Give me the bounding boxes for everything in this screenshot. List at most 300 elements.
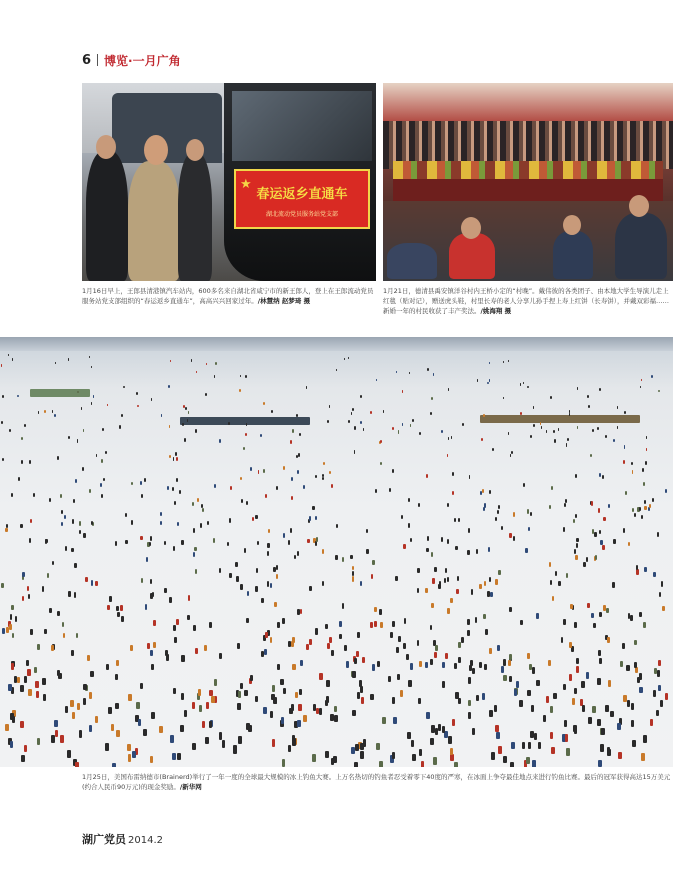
ice-fisher	[430, 625, 433, 631]
ice-fisher	[233, 745, 237, 752]
ice-fisher	[628, 542, 630, 547]
ice-fisher	[570, 604, 573, 609]
ice-fisher	[592, 706, 595, 713]
ice-fisher	[445, 568, 448, 573]
ice-fisher	[11, 493, 13, 497]
ice-fisher	[454, 663, 457, 669]
ice-fisher	[214, 679, 217, 685]
ice-fisher	[265, 494, 267, 498]
ice-fisher	[181, 693, 184, 700]
ice-fisher	[593, 623, 596, 629]
ice-fisher	[528, 742, 532, 749]
ice-fisher	[625, 491, 627, 495]
ice-fisher	[236, 576, 239, 581]
ice-fisher	[116, 730, 120, 737]
ice-fisher	[549, 562, 551, 567]
ice-fisher	[246, 423, 248, 426]
ice-fisher	[525, 548, 527, 553]
ice-fisher	[447, 454, 449, 458]
ice-fisher	[434, 567, 436, 572]
ice-fisher	[530, 435, 532, 438]
ice-fisher	[298, 453, 300, 457]
ice-fisher	[322, 549, 324, 554]
ice-fisher	[30, 519, 32, 523]
ice-fisher	[64, 515, 66, 519]
ice-fisher	[564, 503, 566, 507]
ice-fisher	[299, 433, 301, 436]
ice-fisher	[592, 529, 594, 534]
ice-fisher	[435, 645, 438, 651]
ice-fisher	[55, 362, 56, 364]
ice-fisher	[392, 469, 394, 473]
ice-fisher	[300, 609, 303, 615]
ice-fisher	[375, 489, 377, 493]
ice-fisher	[573, 519, 575, 523]
food-offerings	[393, 161, 663, 179]
ice-fisher	[73, 499, 75, 503]
ice-fisher	[468, 712, 471, 719]
ice-fisher	[159, 726, 163, 733]
ice-fisher	[79, 521, 81, 525]
sign-title: 春运返乡直通车	[256, 187, 348, 202]
ice-fisher	[192, 502, 194, 506]
ice-fisher	[498, 505, 500, 509]
ice-fisher	[255, 515, 257, 519]
ice-fisher	[582, 705, 585, 712]
ice-fisher	[141, 578, 144, 583]
ice-fisher	[116, 660, 119, 666]
ice-fisher	[33, 493, 35, 497]
ice-fisher	[169, 425, 171, 428]
ice-fisher	[49, 498, 51, 502]
ice-fisher	[335, 555, 337, 560]
caption-photo1-text: 1月16日早上，王郎县清港镇汽车站内，600多名来自湖北省咸宁市的新王郎人，登上在王郎流动党员服务站党支部组织的“春运返乡直通车”，高高兴兴回家过年。	[82, 287, 374, 305]
ice-fisher	[527, 690, 530, 697]
ice-fisher	[106, 664, 109, 670]
ice-fisher	[430, 412, 431, 415]
ice-fisher	[379, 761, 383, 767]
ice-fisher	[15, 616, 18, 622]
ice-fisher	[20, 524, 22, 528]
ice-fisher	[322, 477, 324, 481]
ice-fisher	[471, 589, 474, 594]
ice-fisher	[144, 478, 146, 482]
ice-fisher	[520, 412, 521, 415]
ice-fisher	[374, 607, 377, 613]
ice-fisher	[543, 715, 546, 722]
ice-fisher	[477, 379, 478, 382]
ice-fisher	[370, 694, 373, 701]
caption-photo2-credit: /姚海翔 摄	[480, 307, 512, 315]
ice-fisher	[533, 424, 535, 427]
ice-fisher	[346, 661, 349, 667]
ice-fisher	[150, 579, 153, 584]
ice-fisher	[523, 483, 525, 487]
ice-fisher	[372, 560, 374, 565]
ice-fisher	[5, 724, 9, 731]
ice-fisher	[52, 410, 53, 413]
ice-fisher	[653, 572, 656, 577]
ice-fisher	[550, 732, 554, 739]
ice-fisher	[511, 451, 513, 454]
ice-fisher	[598, 508, 600, 512]
ice-fisher	[14, 676, 17, 682]
ice-fisher	[419, 749, 423, 756]
ice-fisher	[467, 630, 470, 636]
ice-fisher	[271, 410, 272, 413]
ice-fisher	[462, 423, 464, 426]
ice-fisher	[115, 703, 118, 710]
ice-fisher	[150, 650, 153, 656]
ice-fisher	[554, 439, 556, 442]
ice-fisher	[408, 523, 410, 527]
ice-fisher	[260, 434, 262, 437]
ice-fisher	[565, 499, 567, 503]
ice-fisher	[12, 358, 13, 360]
ice-fisher	[140, 481, 142, 485]
ice-fisher	[355, 744, 359, 751]
ice-fisher	[192, 702, 195, 709]
page-footer	[82, 831, 163, 847]
ice-fisher	[200, 523, 202, 527]
ice-fisher	[147, 643, 150, 649]
ice-fisher	[551, 747, 555, 754]
ice-fisher	[230, 486, 232, 490]
ice-fisher	[246, 723, 250, 730]
ice-fisher	[441, 430, 443, 433]
ice-fisher	[366, 549, 368, 554]
ice-fisher	[170, 360, 171, 362]
ice-fisher	[594, 532, 596, 537]
ice-fisher	[503, 397, 504, 400]
ice-fisher	[172, 753, 176, 760]
ice-fisher	[77, 703, 80, 710]
ice-fisher	[331, 484, 333, 488]
ice-fisher	[646, 436, 648, 439]
ice-fisher	[418, 503, 420, 507]
ice-fisher	[641, 515, 643, 519]
ice-fisher	[140, 536, 142, 541]
ice-fisher	[193, 528, 195, 532]
ice-fisher	[116, 606, 119, 612]
ice-fisher	[563, 619, 566, 625]
ice-fisher	[255, 586, 258, 591]
ice-fisher	[89, 356, 90, 358]
ice-fisher	[245, 375, 246, 377]
ice-fisher	[650, 719, 653, 726]
ice-fisher	[350, 555, 352, 560]
ice-fisher	[421, 761, 425, 767]
ice-fisher	[235, 562, 237, 567]
ice-fisher	[205, 393, 206, 396]
ice-fisher	[605, 705, 608, 712]
ice-fisher	[20, 721, 23, 728]
ice-fisher	[483, 414, 485, 417]
ice-fisher	[91, 580, 94, 585]
ice-fisher	[613, 439, 615, 442]
ice-fisher	[176, 619, 179, 625]
ice-fisher	[419, 661, 422, 667]
child-right	[615, 213, 667, 279]
page-header	[82, 50, 181, 70]
ice-fisher	[597, 719, 600, 726]
ice-fisher	[490, 592, 493, 597]
ice-fisher	[207, 521, 209, 525]
ice-fisher	[75, 479, 77, 483]
red-table	[393, 179, 663, 201]
ice-fisher	[372, 664, 375, 670]
ice-fisher	[360, 686, 363, 693]
ice-fisher	[120, 605, 123, 610]
ice-fisher	[636, 569, 639, 574]
ice-fisher	[297, 551, 299, 556]
ice-fisher	[608, 680, 611, 686]
ice-fisher	[371, 574, 374, 579]
caption-photo2	[383, 286, 673, 316]
ice-fisher	[510, 762, 514, 767]
ice-fisher	[261, 598, 264, 603]
ice-fisher	[645, 461, 647, 465]
ice-fisher	[360, 743, 364, 750]
ice-fisher	[119, 425, 121, 428]
ice-fisher	[179, 490, 181, 494]
caption-photo1	[82, 286, 376, 306]
ice-fisher	[12, 716, 15, 723]
ice-fisher	[602, 545, 604, 550]
ice-fisher	[298, 704, 301, 711]
ice-fisher	[403, 643, 406, 649]
ice-fisher	[370, 622, 373, 628]
ice-fisher	[51, 645, 54, 651]
ice-fisher	[65, 706, 68, 713]
ice-fisher	[5, 528, 7, 532]
ice-fisher	[553, 430, 555, 433]
ice-fisher	[552, 596, 555, 601]
ice-fisher	[10, 741, 14, 748]
ice-fisher	[153, 642, 156, 648]
ice-fisher	[351, 747, 355, 754]
ice-fisher	[197, 498, 199, 502]
ice-fisher	[81, 407, 82, 410]
ice-fisher	[240, 477, 242, 481]
ice-fisher	[483, 614, 486, 620]
ice-fisher	[303, 715, 306, 722]
ice-fisher	[354, 658, 357, 664]
ice-fisher	[161, 414, 162, 417]
ice-fisher	[558, 581, 561, 586]
ice-fisher	[575, 474, 577, 478]
ice-fisher	[95, 581, 98, 586]
ice-fisher	[256, 568, 259, 573]
ice-fisher	[555, 571, 558, 576]
ice-fisher	[105, 451, 107, 454]
ice-fisher	[352, 576, 355, 581]
ice-fisher	[8, 684, 11, 691]
ice-fisher	[530, 512, 532, 516]
hall-wall	[383, 83, 673, 123]
ice-fisher	[292, 664, 295, 670]
ice-fisher	[181, 540, 183, 545]
ice-fisher	[588, 405, 589, 408]
ice-fisher	[626, 665, 629, 671]
ice-fisher	[165, 650, 168, 656]
ice-fisher	[74, 563, 76, 568]
ice-fisher	[642, 468, 644, 472]
ice-fisher	[574, 622, 577, 628]
ice-fisher	[151, 664, 154, 670]
ice-fisher	[145, 604, 148, 609]
ice-fisher	[489, 490, 491, 494]
photo-ice-fishing	[0, 337, 673, 767]
ice-fisher	[430, 659, 433, 665]
ice-fisher	[52, 561, 54, 566]
ice-fisher	[206, 702, 209, 709]
ice-fisher	[622, 643, 625, 649]
ice-fisher	[168, 385, 169, 388]
ice-fisher	[398, 636, 401, 642]
ice-fisher	[173, 457, 175, 461]
ice-fisher	[602, 475, 604, 479]
ice-fisher	[467, 550, 469, 555]
ice-fisher	[150, 536, 152, 541]
ice-fisher	[258, 470, 260, 474]
ice-fisher	[277, 622, 280, 628]
ice-fisher	[447, 577, 450, 582]
ice-fisher	[447, 539, 449, 544]
ice-fisher	[283, 688, 286, 695]
ice-fisher	[377, 661, 380, 667]
ice-fisher	[309, 639, 312, 645]
ice-fisher	[211, 696, 214, 703]
ice-fisher	[659, 592, 662, 597]
ice-fisher	[410, 538, 412, 543]
person-left-head	[96, 135, 116, 159]
ice-fisher	[442, 681, 445, 687]
ice-fisher	[334, 706, 337, 713]
ice-fisher	[57, 456, 59, 460]
ice-fisher	[549, 505, 551, 509]
ice-fisher	[409, 372, 410, 374]
issue-number: 2014.2	[128, 835, 163, 846]
ice-fisher	[468, 700, 471, 707]
ice-fisher	[590, 454, 592, 458]
ice-fisher	[319, 708, 322, 715]
ice-fisher	[196, 371, 197, 373]
ice-fisher	[71, 650, 74, 656]
ice-fisher	[339, 621, 342, 627]
ice-fisher	[29, 538, 31, 543]
ice-fisher	[522, 742, 526, 749]
ice-fisher	[315, 629, 318, 635]
ice-fisher	[352, 671, 355, 677]
ice-fisher	[454, 762, 458, 767]
ice-fisher	[425, 662, 428, 668]
ice-fisher	[532, 760, 536, 767]
ice-fisher	[315, 516, 317, 520]
ice-fisher	[403, 544, 405, 549]
ice-fisher	[494, 705, 497, 712]
ice-fisher	[433, 373, 434, 375]
ice-fisher	[489, 379, 490, 382]
ice-fisher	[246, 501, 248, 505]
ice-fisher	[356, 651, 359, 657]
ice-fisher	[644, 506, 646, 510]
ice-fisher	[634, 513, 636, 517]
ice-fisher	[441, 537, 443, 542]
ice-fisher	[72, 519, 74, 523]
ice-fisher	[376, 379, 377, 382]
ice-fisher	[487, 382, 488, 385]
ice-fisher	[640, 386, 641, 389]
ice-fisher	[439, 581, 442, 586]
ice-fisher	[501, 666, 504, 672]
ice-fisher	[237, 643, 240, 649]
ice-fisher	[408, 498, 410, 502]
ice-fisher	[388, 676, 391, 682]
ice-fisher	[649, 504, 651, 508]
ice-fisher	[564, 720, 567, 727]
ice-fisher	[229, 573, 232, 578]
ice-fisher	[565, 734, 569, 741]
ice-fisher	[240, 683, 243, 690]
ice-fisher	[111, 724, 115, 731]
ice-fisher	[624, 445, 626, 448]
ice-fisher	[219, 653, 222, 659]
ice-fisher	[607, 749, 611, 756]
ice-fisher	[503, 756, 507, 763]
ice-fisher	[103, 478, 105, 482]
caption-photo3	[82, 772, 672, 792]
ice-fisher	[461, 637, 464, 643]
ice-fisher	[37, 738, 41, 745]
ice-fisher	[417, 568, 420, 573]
ice-fisher	[95, 716, 98, 723]
ice-fisher	[169, 597, 172, 602]
ice-fisher	[30, 629, 33, 635]
ice-fisher	[553, 693, 556, 700]
ice-fisher	[309, 586, 312, 591]
ice-fisher	[652, 498, 654, 502]
ice-fisher	[641, 753, 645, 760]
ice-fisher	[330, 714, 333, 721]
ice-fisher	[660, 700, 663, 707]
ice-fisher	[450, 598, 453, 603]
ice-fisher	[170, 735, 174, 742]
ice-fisher	[662, 606, 665, 612]
ice-fisher	[255, 696, 258, 703]
ice-fisher	[91, 366, 92, 368]
ice-fisher	[290, 440, 292, 443]
ice-fisher	[151, 712, 154, 719]
ice-fisher	[237, 703, 240, 710]
ice-fisher	[600, 744, 604, 751]
ice-fisher	[312, 506, 314, 510]
ice-fisher	[569, 674, 572, 680]
ice-fisher	[194, 547, 196, 552]
ice-fisher	[425, 588, 428, 593]
ice-fisher	[195, 429, 197, 432]
ice-fisher	[390, 632, 393, 638]
ice-fisher	[307, 539, 309, 544]
ice-fisher	[70, 700, 73, 707]
ice-fisher	[27, 586, 30, 591]
ice-fisher	[227, 542, 229, 547]
person-right-head	[186, 139, 204, 161]
ice-fisher	[89, 725, 93, 732]
ice-fisher	[623, 695, 626, 702]
ice-fisher	[457, 576, 460, 581]
ice-fisher	[60, 494, 62, 498]
